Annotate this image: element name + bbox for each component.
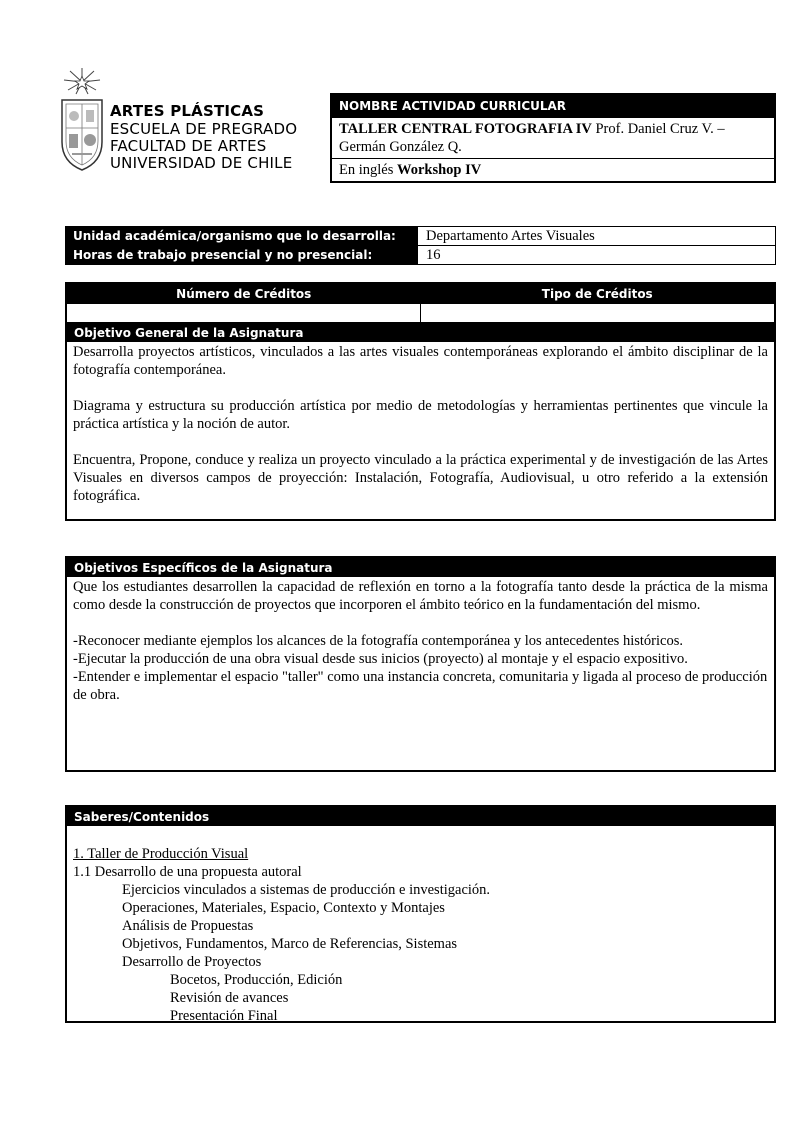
logo-title: ARTES PLÁSTICAS [110,102,265,120]
credits-values [67,304,774,323]
credits-objective-block [65,282,776,521]
credits-type-value [421,304,775,322]
logo-faculty: FACULTAD DE ARTES [110,137,267,155]
specific-objective-item: -Entender e implementar el espacio "taller" como una instancia concreta, comunitaria y ligada al proceso de producción de obra. [73,669,768,703]
unit-value: Departamento Artes Visuales [417,227,775,245]
logo-university: UNIVERSIDAD DE CHILE [110,154,293,172]
contents-header: Saberes/Contenidos [67,807,774,826]
credits-header [67,284,774,304]
specific-objectives-block [65,556,776,772]
hours-value: 16 [417,246,775,264]
contents-item: Ejercicios vinculados a sistemas de producción e investigación. [122,882,491,898]
contents-item: Desarrollo de Proyectos [122,954,262,970]
logo-school: ESCUELA DE PREGRADO [110,120,298,138]
contents-item: Análisis de Propuestas [122,918,254,934]
specific-objective-item: -Ejecutar la producción de una obra visual desde sus inicios (proyecto) al montaje y el espacio expositivo. [73,651,688,667]
hours-row [66,245,775,264]
course-professors: Prof. Daniel Cruz V. – Germán González Q. [339,121,725,155]
specific-objectives-header: Objetivos Específicos de la Asignatura [67,558,774,577]
unit-label: Unidad académica/organismo que lo desarrolla: [66,227,417,245]
general-objective-paragraph: Desarrolla proyectos artísticos, vinculados a las artes visuales contemporáneas explorando el ámbito disciplinar de la fotografía contemporánea. [73,344,768,378]
contents-body [67,826,774,1025]
specific-objectives-body [67,577,774,704]
contents-item: Objetivos, Fundamentos, Marco de Referencias, Sistemas [122,936,458,952]
activity-english-row [332,158,774,181]
specific-objective-item: -Reconocer mediante ejemplos los alcances de la fotografía contemporánea y los antecedentes históricos. [73,633,683,649]
general-objective-body [67,342,774,505]
general-objective-paragraph: Encuentra, Propone, conduce y realiza un proyecto vinculado a la práctica experimental y de investigación de las Artes Visuales en diversos campos de proyección: Instalación, Fotografía, Audiovisual, u otro referido a la extensión fotográfica. [73,452,768,504]
activity-header: NOMBRE ACTIVIDAD CURRICULAR [332,95,774,117]
english-name: Workshop IV [397,162,482,178]
activity-box [330,93,776,183]
contents-subitem: Presentación Final [170,1008,278,1024]
contents-item: Operaciones, Materiales, Espacio, Contexto y Montajes [122,900,445,916]
specific-objectives-intro: Que los estudiantes desarrollen la capacidad de reflexión en torno a la fotografía tanto desde la práctica de la misma como desde la construcción de proyectos que incorporen el ámbito teórico en la fundamentación del mismo. [73,579,768,613]
university-seal-icon [58,68,106,172]
general-objective-paragraph: Diagrama y estructura su producción artística por medio de metodologías y herramientas pertinentes que vincule la práctica artística y la noción de autor. [73,398,768,432]
contents-subsection: 1.1 Desarrollo de una propuesta autoral [73,864,302,880]
english-prefix: En inglés [339,162,394,178]
contents-block [65,805,776,1023]
credits-number-value [67,304,421,322]
general-objective-header: Objetivo General de la Asignatura [67,323,774,342]
activity-name-row [332,117,774,158]
course-name: TALLER CENTRAL FOTOGRAFIA IV [339,121,592,137]
hours-label: Horas de trabajo presencial y no presencial: [66,246,417,264]
credits-type-label: Tipo de Créditos [541,287,653,301]
contents-subitem: Revisión de avances [170,990,289,1006]
credits-number-label: Número de Créditos [176,287,312,301]
contents-subitem: Bocetos, Producción, Edición [170,972,343,988]
unit-row [66,227,775,245]
contents-section-title: 1. Taller de Producción Visual [73,846,249,862]
info-table [65,226,776,265]
